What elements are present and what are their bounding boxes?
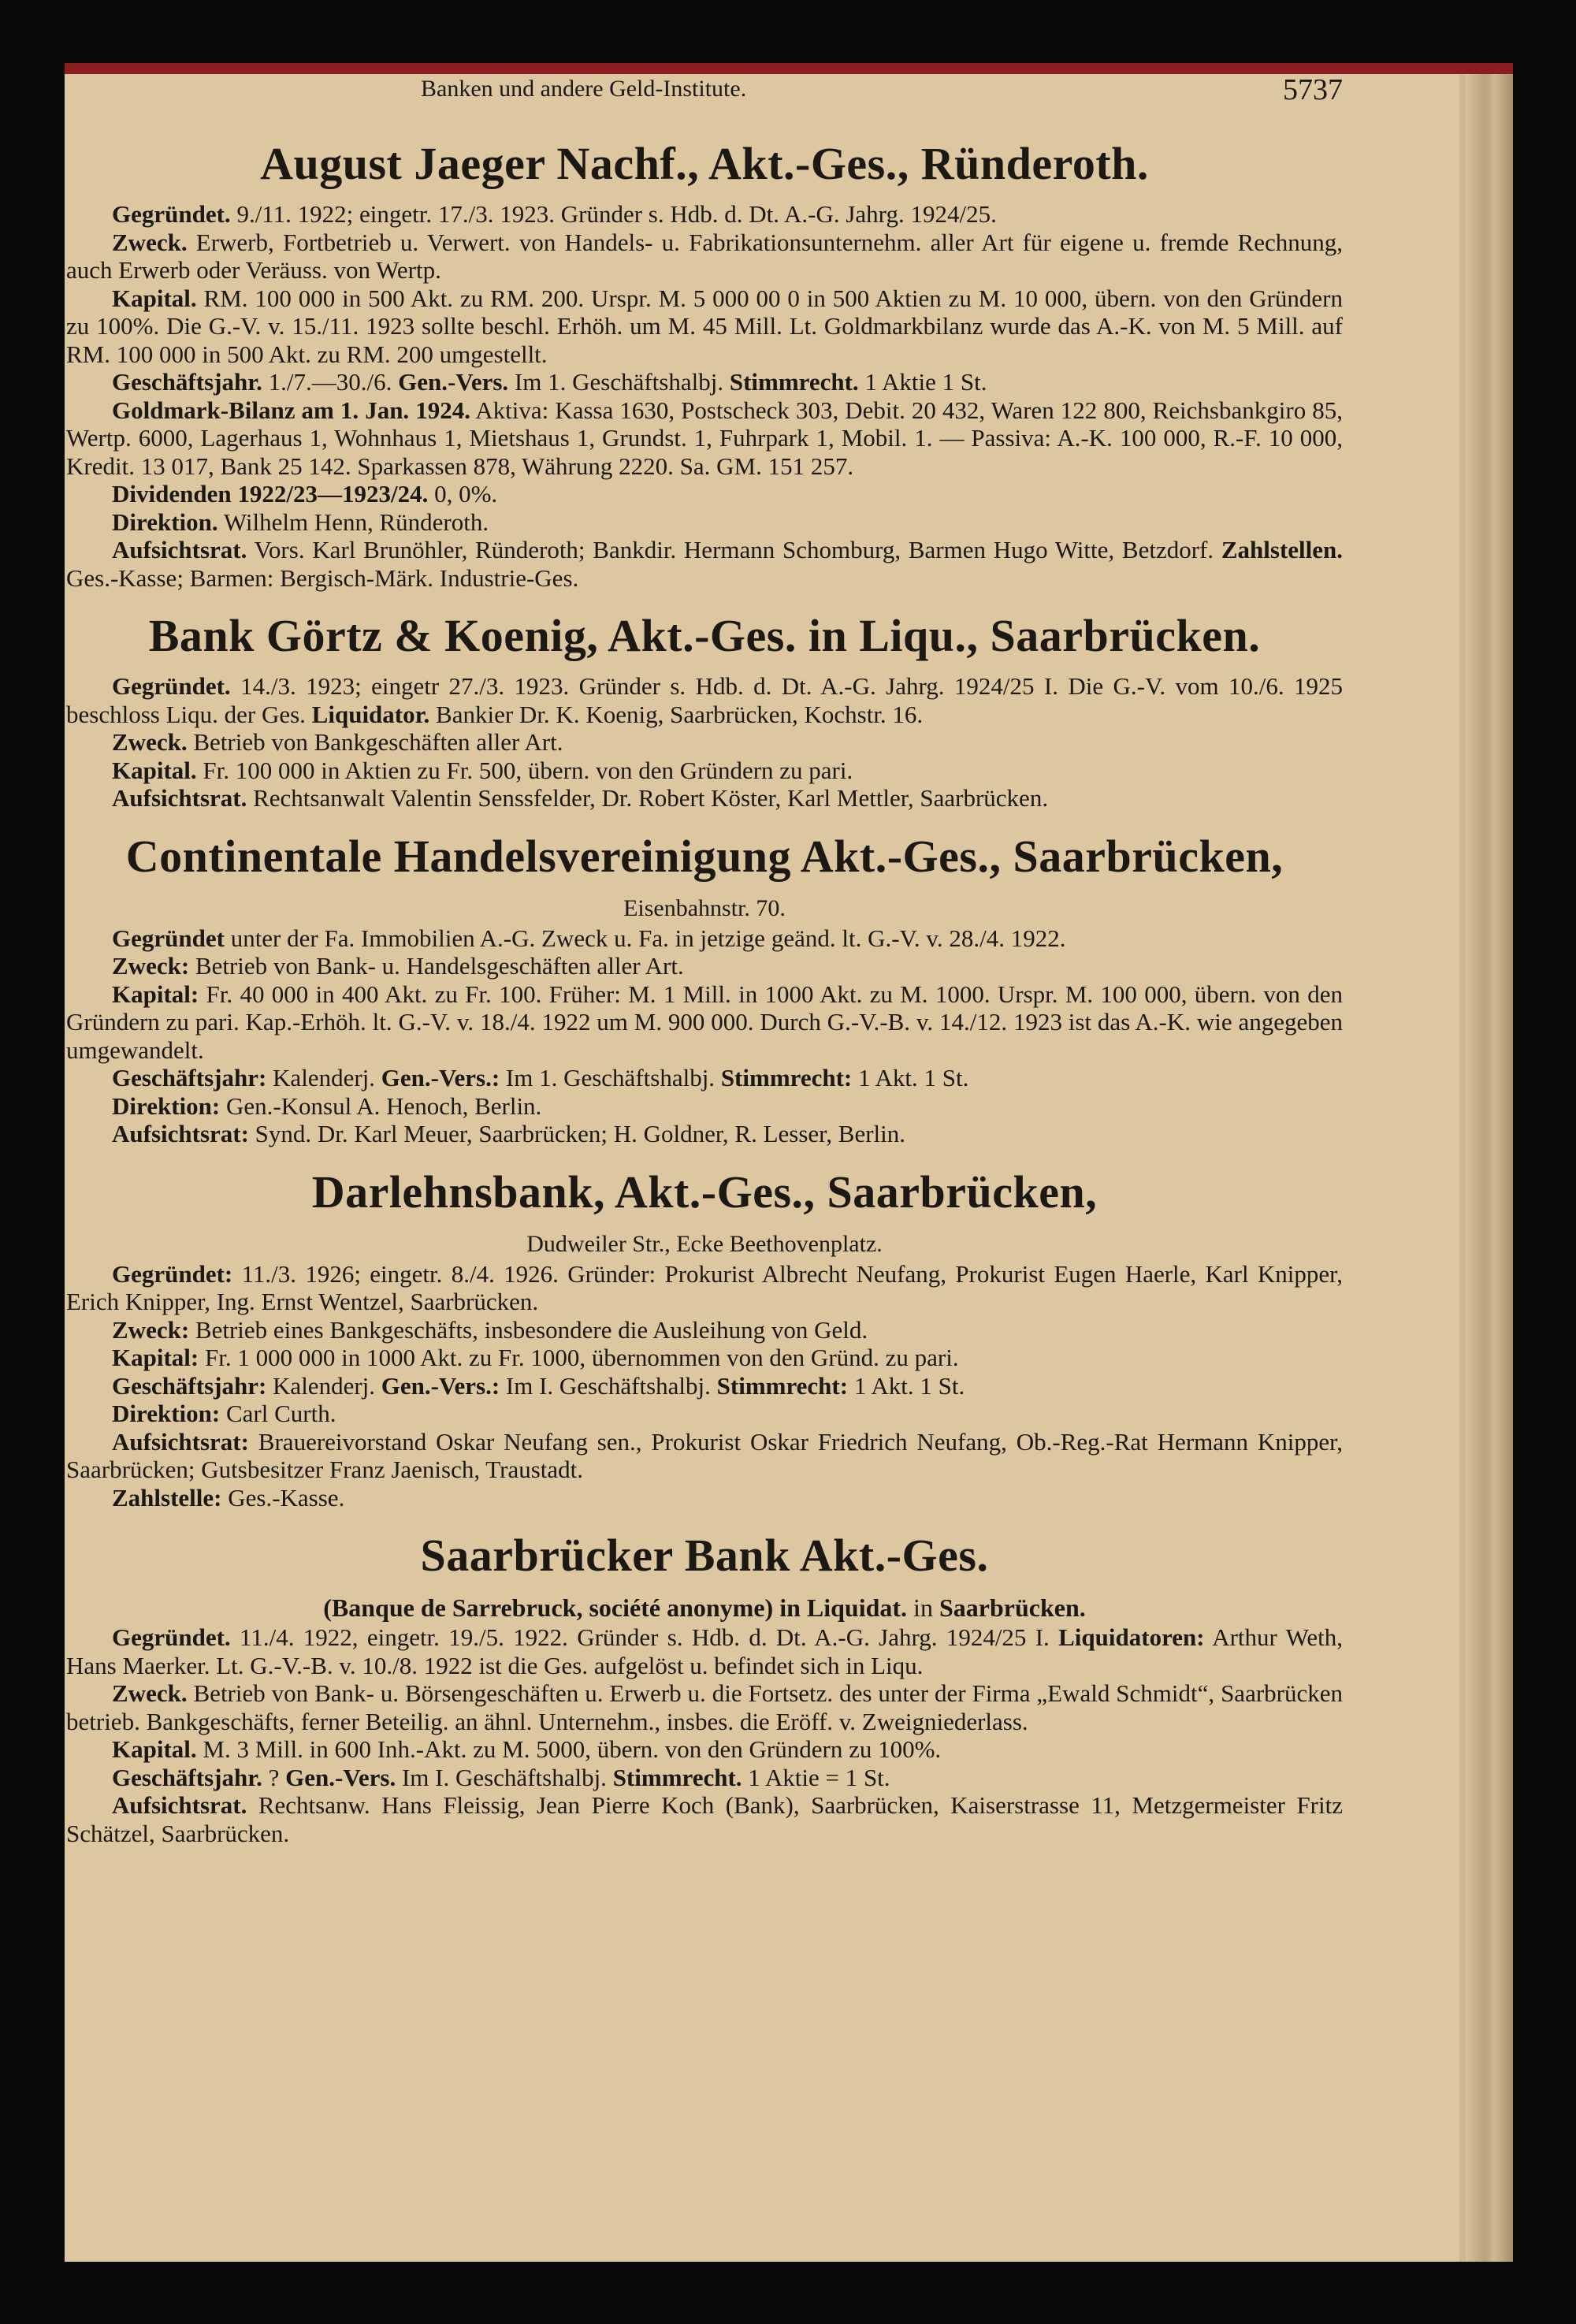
field-label: Geschäftsjahr: bbox=[112, 1064, 267, 1091]
field-text: Fr. 1 000 000 in 1000 Akt. zu Fr. 1000, übernommen von den Gründ. zu pari. bbox=[199, 1344, 959, 1371]
field-text: Im 1. Geschäftshalbj. bbox=[500, 1064, 721, 1091]
field-text: Betrieb von Bank- u. Börsengeschäften u. Erwerb u. die Fortsetz. des unter der Firma „Ewald Schmidt“, Saarbrücken betrieb. Bankgeschäfts, ferner Beteilig. an ähnl. Unternehm., insbes. die Eröff. v. Zweigniederlass. bbox=[66, 1679, 1343, 1735]
field-label: Kapital. bbox=[112, 1735, 197, 1763]
field-label: Zweck. bbox=[112, 728, 188, 756]
page-number: 5737 bbox=[1283, 73, 1343, 106]
field-text: 11./3. 1926; eingetr. 8./4. 1926. Gründer: Prokurist Albrecht Neufang, Prokurist Eugen Haerle, Karl Knipper, Erich Knipper, Ing. Ernst Wentzel, Saarbrücken. bbox=[66, 1259, 1343, 1315]
field-text: Vors. Karl Brunöhler, Ründeroth; Bankdir. Hermann Schomburg, Barmen Hugo Witte, Betzdorf. bbox=[247, 536, 1221, 563]
field-label: Gegründet. bbox=[112, 672, 231, 700]
field-text: 9./11. 1922; eingetr. 17./3. 1923. Gründer s. Hdb. d. Dt. A.-G. Jahrg. 1924/25. bbox=[230, 200, 997, 228]
field-label: Stimmrecht: bbox=[716, 1371, 849, 1400]
entry-paragraph bbox=[66, 1764, 1343, 1792]
field-text: 0, 0%. bbox=[428, 480, 498, 508]
field-text: Arthur Weth, Hans Maerker. Lt. G.-V.-B. v. 10./8. 1922 ist die Ges. aufgelöst u. befindet sich in Liqu. bbox=[66, 1623, 1343, 1679]
entry-paragraph bbox=[66, 784, 1343, 812]
field-text: 1 Akt. 1 St. bbox=[848, 1371, 965, 1400]
field-label: Geschäftsjahr. bbox=[112, 368, 262, 396]
field-text: Rechtsanw. Hans Fleissig, Jean Pierre Koch (Bank), Saarbrücken, Kaiserstrasse 11, Metzgermeister Fritz Schätzel, Saarbrücken. bbox=[66, 1791, 1343, 1847]
field-label: Geschäftsjahr: bbox=[112, 1371, 267, 1400]
field-text: Im I. Geschäftshalbj. bbox=[500, 1371, 717, 1400]
entry-paragraph bbox=[66, 1735, 1343, 1764]
entry-paragraph bbox=[66, 1791, 1343, 1847]
entry-paragraph bbox=[66, 672, 1343, 728]
binding-shadow bbox=[1459, 74, 1466, 2262]
field-label: Aufsichtsrat: bbox=[112, 1427, 249, 1456]
field-text: Ges.-Kasse. bbox=[221, 1483, 345, 1512]
subtitle-bold: Saarbrücken. bbox=[939, 1593, 1086, 1622]
field-label: Gegründet. bbox=[112, 200, 231, 228]
entry-paragraph bbox=[66, 368, 1343, 396]
field-label: Gen.-Vers.: bbox=[381, 1064, 500, 1091]
field-label: Kapital: bbox=[112, 1344, 199, 1371]
entry-subtitle bbox=[66, 1592, 1343, 1623]
field-label: Stimmrecht. bbox=[729, 368, 859, 396]
entry-paragraph bbox=[66, 284, 1343, 369]
field-label: Aufsichtsrat. bbox=[112, 536, 247, 563]
entry-paragraph bbox=[66, 1428, 1343, 1484]
book-spine bbox=[1466, 74, 1513, 2262]
field-text: Gen.-Konsul A. Henoch, Berlin. bbox=[220, 1091, 542, 1120]
field-label: Geschäftsjahr. bbox=[112, 1763, 262, 1791]
running-head: Banken und andere Geld-Institute. bbox=[421, 76, 747, 102]
entry-paragraph bbox=[66, 1120, 1343, 1148]
field-label: Aufsichtsrat: bbox=[112, 1120, 249, 1147]
field-label: Gegründet bbox=[112, 924, 225, 952]
entry-title: August Jaeger Nachf., Akt.-Ges., Ründeroth. bbox=[260, 138, 1149, 189]
field-text: 14./3. 1923; eingetr 27./3. 1923. Gründer s. Hdb. d. Dt. A.-G. Jahrg. 1924/25 I. Die G.-V. vom 10./6. 1925 beschloss Liqu. der Ges. bbox=[66, 672, 1343, 728]
entry-paragraph bbox=[66, 924, 1343, 953]
field-text: 1./7.—30./6. bbox=[262, 368, 399, 396]
field-label: Kapital. bbox=[112, 756, 197, 784]
entry bbox=[66, 1526, 1343, 1847]
entry-paragraph bbox=[66, 396, 1343, 481]
entry-paragraph bbox=[66, 1064, 1343, 1092]
field-label: Aufsichtsrat. bbox=[112, 784, 247, 812]
field-text: Rechtsanwalt Valentin Senssfelder, Dr. Robert Köster, Karl Mettler, Saarbrücken. bbox=[247, 784, 1049, 812]
entry-title: Darlehnsbank, Akt.-Ges., Saarbrücken, bbox=[311, 1166, 1098, 1218]
entry-paragraph bbox=[66, 1344, 1343, 1372]
entry-paragraph bbox=[66, 1092, 1343, 1121]
entry-paragraph bbox=[66, 952, 1343, 980]
entry-address: Eisenbahnstr. 70. bbox=[623, 894, 786, 921]
field-text: 1 Aktie 1 St. bbox=[858, 368, 987, 396]
entry bbox=[66, 606, 1343, 812]
page-content bbox=[66, 73, 1343, 1847]
entry-paragraph bbox=[66, 1679, 1343, 1735]
field-label: Gegründet. bbox=[112, 1623, 231, 1651]
field-text: 1 Akt. 1 St. bbox=[852, 1064, 969, 1091]
subtitle-text: in bbox=[907, 1593, 939, 1622]
entry-paragraph bbox=[66, 1400, 1343, 1428]
entry-paragraph bbox=[66, 1623, 1343, 1679]
field-text: Erwerb, Fortbetrieb u. Verwert. von Handels- u. Fabrikationsunternehm. aller Art für eigene u. fremde Rechnung, auch Erwerb oder Veräuss. von Wertp. bbox=[66, 228, 1343, 284]
entry-paragraph bbox=[66, 229, 1343, 284]
page-header bbox=[66, 73, 1343, 120]
field-label: Zweck: bbox=[112, 952, 190, 980]
entry-paragraph bbox=[66, 757, 1343, 785]
entry-paragraph bbox=[66, 1372, 1343, 1400]
field-text: Betrieb von Bankgeschäften aller Art. bbox=[187, 728, 563, 756]
field-text: Synd. Dr. Karl Meuer, Saarbrücken; H. Goldner, R. Lesser, Berlin. bbox=[248, 1120, 906, 1147]
field-text: M. 3 Mill. in 600 Inh.-Akt. zu M. 5000, übern. von den Gründern zu 100%. bbox=[196, 1735, 942, 1763]
field-text: Aktiva: Kassa 1630, Postscheck 303, Debit. 20 432, Waren 122 800, Reichsbankgiro 85, Wertp. 6000, Lagerhaus 1, Wohnhaus 1, Mietshaus 1, Grundst. 1, Fuhrpark 1, Mobil. 1. — Passiva: A.-K. 100 000, R.-F. 10 000, Kredit. 13 017, Bank 25 142. Sparkassen 878, Währung 2220. Sa. GM. 151 257. bbox=[66, 396, 1343, 480]
field-label: Zweck. bbox=[112, 228, 188, 256]
subtitle-bold: (Banque de Sarrebruck, société anonyme) in Liquidat. bbox=[323, 1593, 908, 1622]
field-label: Kapital. bbox=[112, 284, 197, 312]
field-label: Zweck: bbox=[112, 1315, 190, 1344]
field-text: Fr. 40 000 in 400 Akt. zu Fr. 100. Früher: M. 1 Mill. in 1000 Akt. zu M. 1000. Urspr. M. 100 000, übern. von den Gründern zu pari. Kap.-Erhöh. lt. G.-V. v. 18./4. 1922 um M. 900 000. Durch G.-V.-B. v. 14./12. 1923 ist das A.-K. wie angegeben umgewandelt. bbox=[66, 980, 1343, 1064]
field-text: 1 Aktie = 1 St. bbox=[742, 1763, 890, 1791]
field-label: Liquidator. bbox=[311, 700, 430, 728]
field-text: 11./4. 1922, eingetr. 19./5. 1922. Gründer s. Hdb. d. Dt. A.-G. Jahrg. 1924/25 I. bbox=[230, 1623, 1059, 1651]
entry-paragraph bbox=[66, 536, 1343, 592]
field-label: Gen.-Vers.: bbox=[381, 1371, 500, 1400]
field-text: Ges.-Kasse; Barmen: Bergisch-Märk. Industrie-Ges. bbox=[66, 563, 579, 592]
entry-title: Bank Görtz & Koenig, Akt.-Ges. in Liqu., Saarbrücken. bbox=[148, 610, 1261, 661]
field-label: Zahlstelle: bbox=[112, 1483, 222, 1512]
field-label: Kapital: bbox=[112, 980, 199, 1008]
entry-paragraph bbox=[66, 728, 1343, 757]
field-label: Dividenden 1922/23—1923/24. bbox=[112, 480, 429, 508]
entry-title: Continentale Handelsvereinigung Akt.-Ges., Saarbrücken, bbox=[125, 830, 1284, 882]
field-label: Aufsichtsrat. bbox=[112, 1791, 247, 1819]
field-text: Im 1. Geschäftshalbj. bbox=[508, 368, 730, 396]
field-text: Brauereivorstand Oskar Neufang sen., Prokurist Oskar Friedrich Neufang, Ob.-Reg.-Rat Hermann Knipper, Saarbrücken; Gutsbesitzer Franz Jaenisch, Traustadt. bbox=[66, 1427, 1343, 1483]
entry bbox=[66, 827, 1343, 1148]
entry-paragraph bbox=[66, 508, 1343, 537]
field-text: Kalenderj. bbox=[266, 1064, 381, 1091]
field-label: Zahlstellen. bbox=[1221, 536, 1343, 563]
field-text: Wilhelm Henn, Ründeroth. bbox=[217, 508, 489, 536]
field-label: Direktion: bbox=[112, 1091, 221, 1120]
field-label: Liquidatoren: bbox=[1058, 1623, 1205, 1651]
field-text: Carl Curth. bbox=[220, 1400, 336, 1427]
field-label: Stimmrecht. bbox=[612, 1763, 742, 1791]
field-label: Gen.-Vers. bbox=[285, 1763, 396, 1791]
entry-address: Dudweiler Str., Ecke Beethovenplatz. bbox=[526, 1230, 883, 1257]
entries-list bbox=[66, 134, 1343, 1847]
field-label: Gegründet: bbox=[112, 1259, 233, 1288]
field-label: Direktion. bbox=[112, 508, 218, 536]
field-text: ? bbox=[262, 1763, 286, 1791]
field-label: Gen.-Vers. bbox=[398, 368, 509, 396]
field-text: Fr. 100 000 in Aktien zu Fr. 500, übern. von den Gründern zu pari. bbox=[196, 756, 853, 784]
field-text: Betrieb von Bank- u. Handelsgeschäften aller Art. bbox=[189, 952, 684, 980]
field-text: RM. 100 000 in 500 Akt. zu RM. 200. Urspr. M. 5 000 00 0 in 500 Aktien zu M. 10 000, übern. von den Gründern zu 100%. Die G.-V. v. 15./11. 1923 sollte beschl. Erhöh. um M. 45 Mill. Lt. Goldmarkbilanz wurde das A.-K. von M. 5 Mill. auf RM. 100 000 in 500 Akt. zu RM. 200 umgestellt. bbox=[66, 284, 1343, 368]
entry-paragraph bbox=[66, 1316, 1343, 1344]
field-text: unter der Fa. Immobilien A.-G. Zweck u. Fa. in jetzige geänd. lt. G.-V. v. 28./4. 1922. bbox=[224, 924, 1066, 952]
field-label: Stimmrecht: bbox=[720, 1064, 853, 1091]
entry bbox=[66, 134, 1343, 592]
field-text: Kalenderj. bbox=[266, 1371, 381, 1400]
field-text: Im I. Geschäftshalbj. bbox=[396, 1763, 613, 1791]
entry-paragraph bbox=[66, 1484, 1343, 1512]
entry-paragraph bbox=[66, 1260, 1343, 1316]
field-label: Zweck. bbox=[112, 1679, 188, 1707]
entry-paragraph bbox=[66, 980, 1343, 1065]
field-label: Goldmark-Bilanz am 1. Jan. 1924. bbox=[112, 396, 470, 424]
field-text: Bankier Dr. K. Koenig, Saarbrücken, Kochstr. 16. bbox=[429, 700, 924, 728]
field-label: Direktion: bbox=[112, 1400, 221, 1427]
entry bbox=[66, 1162, 1343, 1512]
entry-title: Saarbrücker Bank Akt.-Ges. bbox=[420, 1530, 989, 1581]
entry-paragraph bbox=[66, 200, 1343, 229]
field-text: Betrieb eines Bankgeschäfts, insbesondere die Ausleihung von Geld. bbox=[189, 1315, 868, 1344]
entry-paragraph bbox=[66, 480, 1343, 508]
